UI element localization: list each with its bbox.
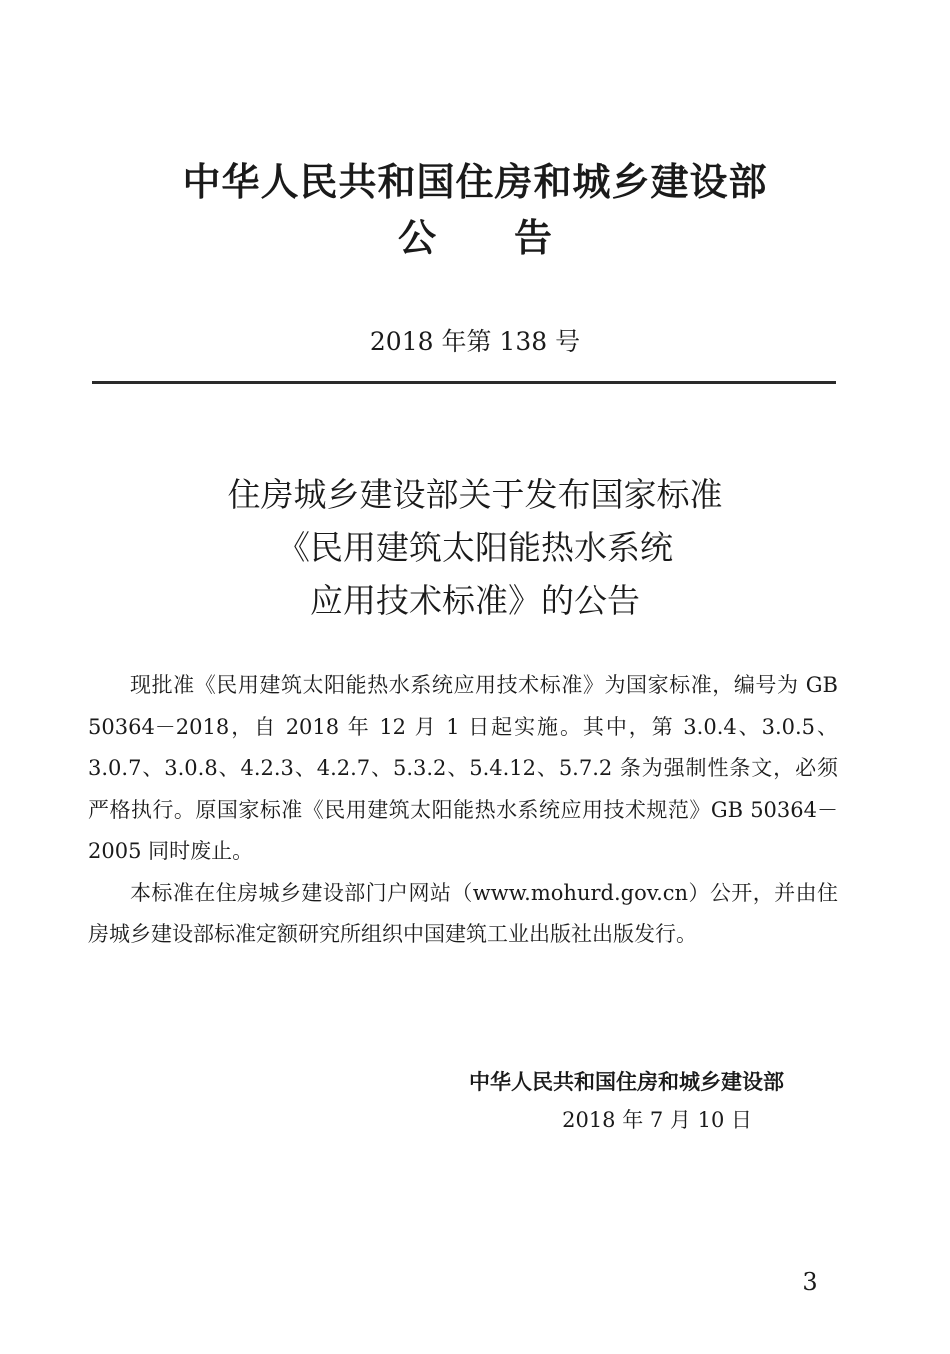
announcement-title <box>0 468 950 627</box>
title-line-3: 应用技术标准》的公告 <box>310 581 640 620</box>
title-line-1: 住房城乡建设部关于发布国家标准 <box>227 475 723 514</box>
announcement-body <box>88 665 838 956</box>
signature-date: 2018 年 7 月 10 日 <box>562 1108 752 1132</box>
body-paragraph-2: 本标准在住房城乡建设部门户网站（www.mohurd.gov.cn）公开，并由住房城乡建设部标准定额研究所组织中国建筑工业出版社出版发行。 <box>88 880 838 946</box>
body-paragraph-1: 现批准《民用建筑太阳能热水系统应用技术标准》为国家标准，编号为 GB 50364－2018，自 2018 年 12 月 1 日起实施。其中，第 3.0.4、3.0.5、3.0.7、3.0.8、4.2.3、4.2.7、5.3.2、5.4.12、5.7.2 条为强制性条文，必须严格执行。原国家标准《民用建筑太阳能热水系统应用技术规范》GB 50364－2005 同时废止。 <box>88 673 838 863</box>
title-line-2: 《民用建筑太阳能热水系统 <box>277 528 673 567</box>
signature-issuer: 中华人民共和国住房和城乡建设部 <box>469 1070 784 1094</box>
document-type-heading: 公告 <box>397 216 630 260</box>
page-number: 3 <box>802 1268 818 1296</box>
header-divider <box>92 381 836 384</box>
document-number: 2018 年第 138 号 <box>369 327 581 356</box>
issuer-heading: 中华人民共和国住房和城乡建设部 <box>182 160 768 204</box>
